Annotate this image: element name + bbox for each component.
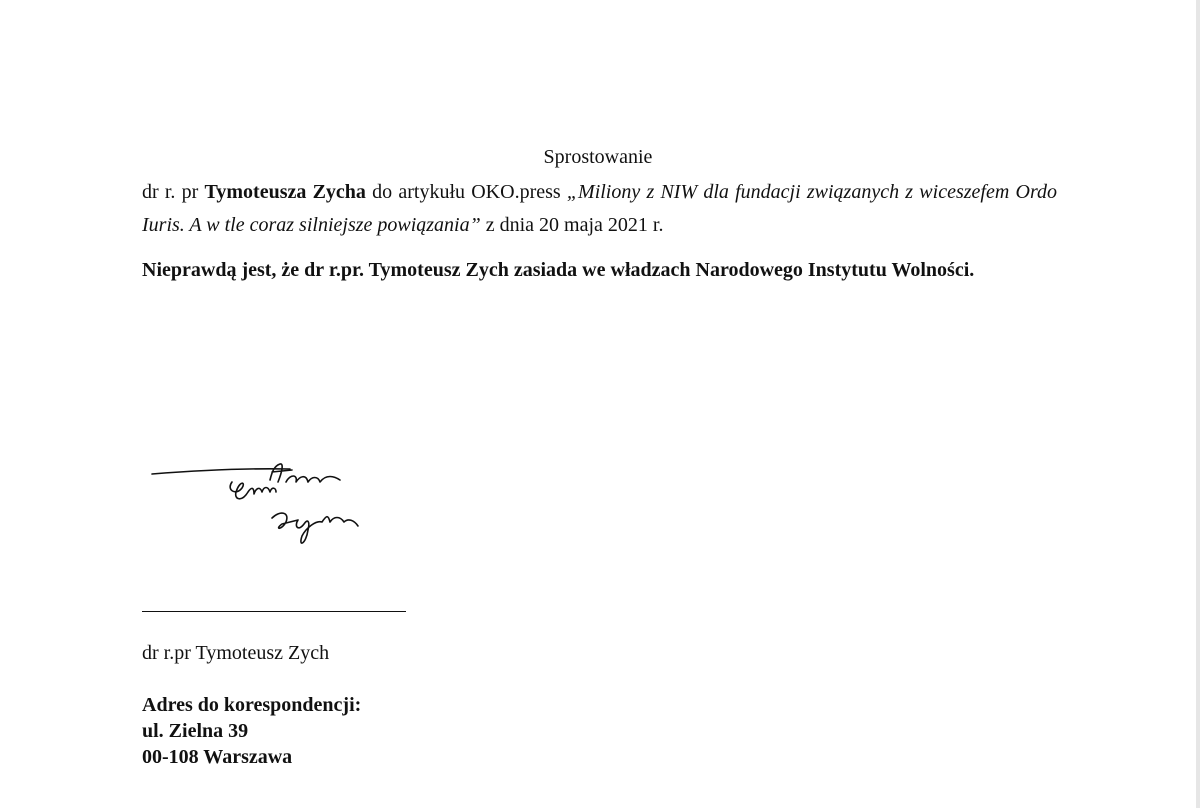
address-block (142, 692, 361, 770)
address-label: Adres do korespondencji: (142, 694, 362, 716)
intro-suffix: z dnia 20 maja 2021 r. (480, 214, 664, 236)
intro-prefix: dr r. pr (142, 181, 205, 203)
document-title: Sprostowanie (543, 146, 653, 168)
intro-paragraph (142, 176, 1057, 242)
page-edge (1196, 0, 1200, 808)
author-name: Tymoteusza Zycha (204, 181, 366, 203)
address-city: 00-108 Warszawa (142, 746, 293, 768)
signature-icon (150, 452, 420, 552)
statement-paragraph: Nieprawdą jest, że dr r.pr. Tymoteusz Zych zasiada we władzach Narodowego Instytutu Wolności. (142, 259, 975, 281)
article-title: „Miliony z NIW dla fundacji związanych z wiceszefem Ordo Iuris. A w tle coraz silniejsze powiązania” (142, 181, 1057, 236)
intro-middle: do artykułu OKO.press (365, 181, 567, 203)
signature-line (142, 611, 406, 612)
signer-name: dr r.pr Tymoteusz Zych (142, 642, 330, 664)
address-street: ul. Zielna 39 (142, 720, 249, 742)
